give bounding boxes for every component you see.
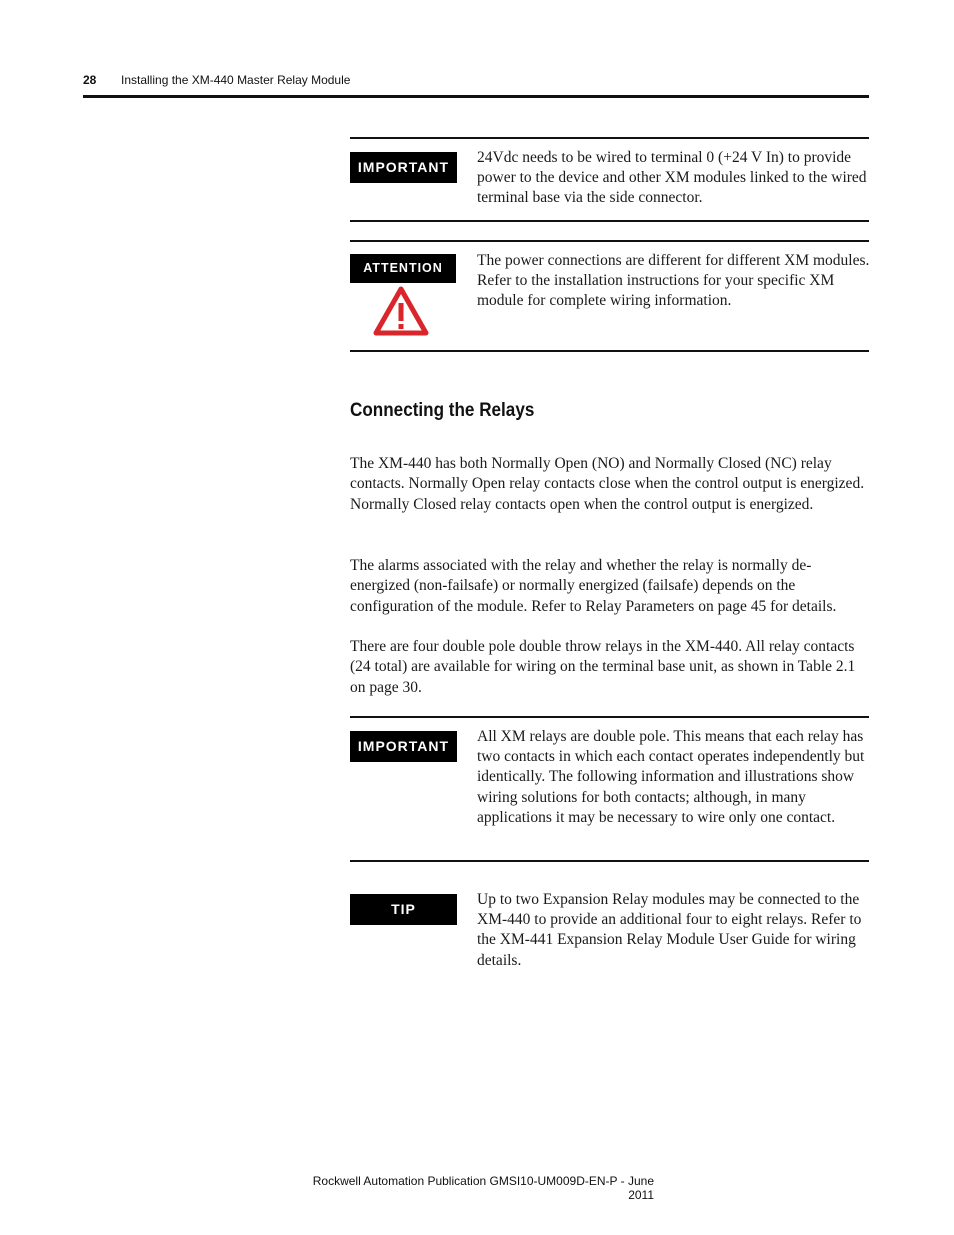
important-notice-1 — [350, 137, 869, 223]
page-footer: Rockwell Automation Publication GMSI10-UM009D-EN-P - June 2011 — [312, 1174, 654, 1202]
page-header — [83, 73, 869, 95]
section-heading: Connecting the Relays — [350, 400, 535, 421]
notice-top-rule — [350, 716, 869, 718]
page-number: 28 — [83, 73, 97, 87]
tip-text: Up to two Expansion Relay modules may be connected to the XM-440 to provide an additional four to eight relays. Refer to the XM-441 Expansion Relay Module User Guide for wiring details. — [477, 891, 862, 969]
attention-text: The power connections are different for different XM modules. Refer to the installation instructions for your specific XM module for complete wiring information. — [477, 252, 870, 310]
attention-notice — [350, 240, 869, 354]
important-notice-2 — [350, 716, 869, 864]
chapter-title: Installing the XM-440 Master Relay Module — [121, 73, 351, 87]
notice-bottom-rule — [350, 860, 869, 862]
important-text: 24Vdc needs to be wired to terminal 0 (+24 V In) to provide power to the device and other XM modules linked to the wired terminal base via the side connector. — [477, 149, 867, 207]
important-text: All XM relays are double pole. This means that each relay has two contacts in which each contact operates independently but identically. The following information and illustrations show wiring solutions for both contacts; although, in many applications it may be necessary to wire only one contact. — [477, 728, 865, 826]
tip-label: TIP — [350, 894, 457, 925]
notice-top-rule — [350, 240, 869, 242]
body-paragraph: There are four double pole double throw relays in the XM-440. All relay contacts (24 total) are available for wiring on the terminal base unit, as shown in Table 2.1 on page 30. — [350, 638, 856, 696]
body-paragraph: The alarms associated with the relay and whether the relay is normally de-energized (non-failsafe) or normally energized (failsafe) depends on the configuration of the module. Refer to Relay Parameters on page 45 for details. — [350, 557, 837, 615]
important-label: IMPORTANT — [350, 731, 457, 762]
notice-bottom-rule — [350, 220, 869, 222]
tip-notice — [350, 880, 869, 980]
warning-triangle-icon — [373, 286, 429, 336]
notice-bottom-rule — [350, 350, 869, 352]
body-paragraph: The XM-440 has both Normally Open (NO) and Normally Closed (NC) relay contacts. Normally Open relay contacts close when the control output is energized. Normally Closed relay contacts open when the control output is energized. — [350, 455, 865, 513]
notice-top-rule — [350, 137, 869, 139]
important-label: IMPORTANT — [350, 152, 457, 183]
attention-label: ATTENTION — [350, 254, 456, 283]
header-rule — [83, 95, 869, 98]
